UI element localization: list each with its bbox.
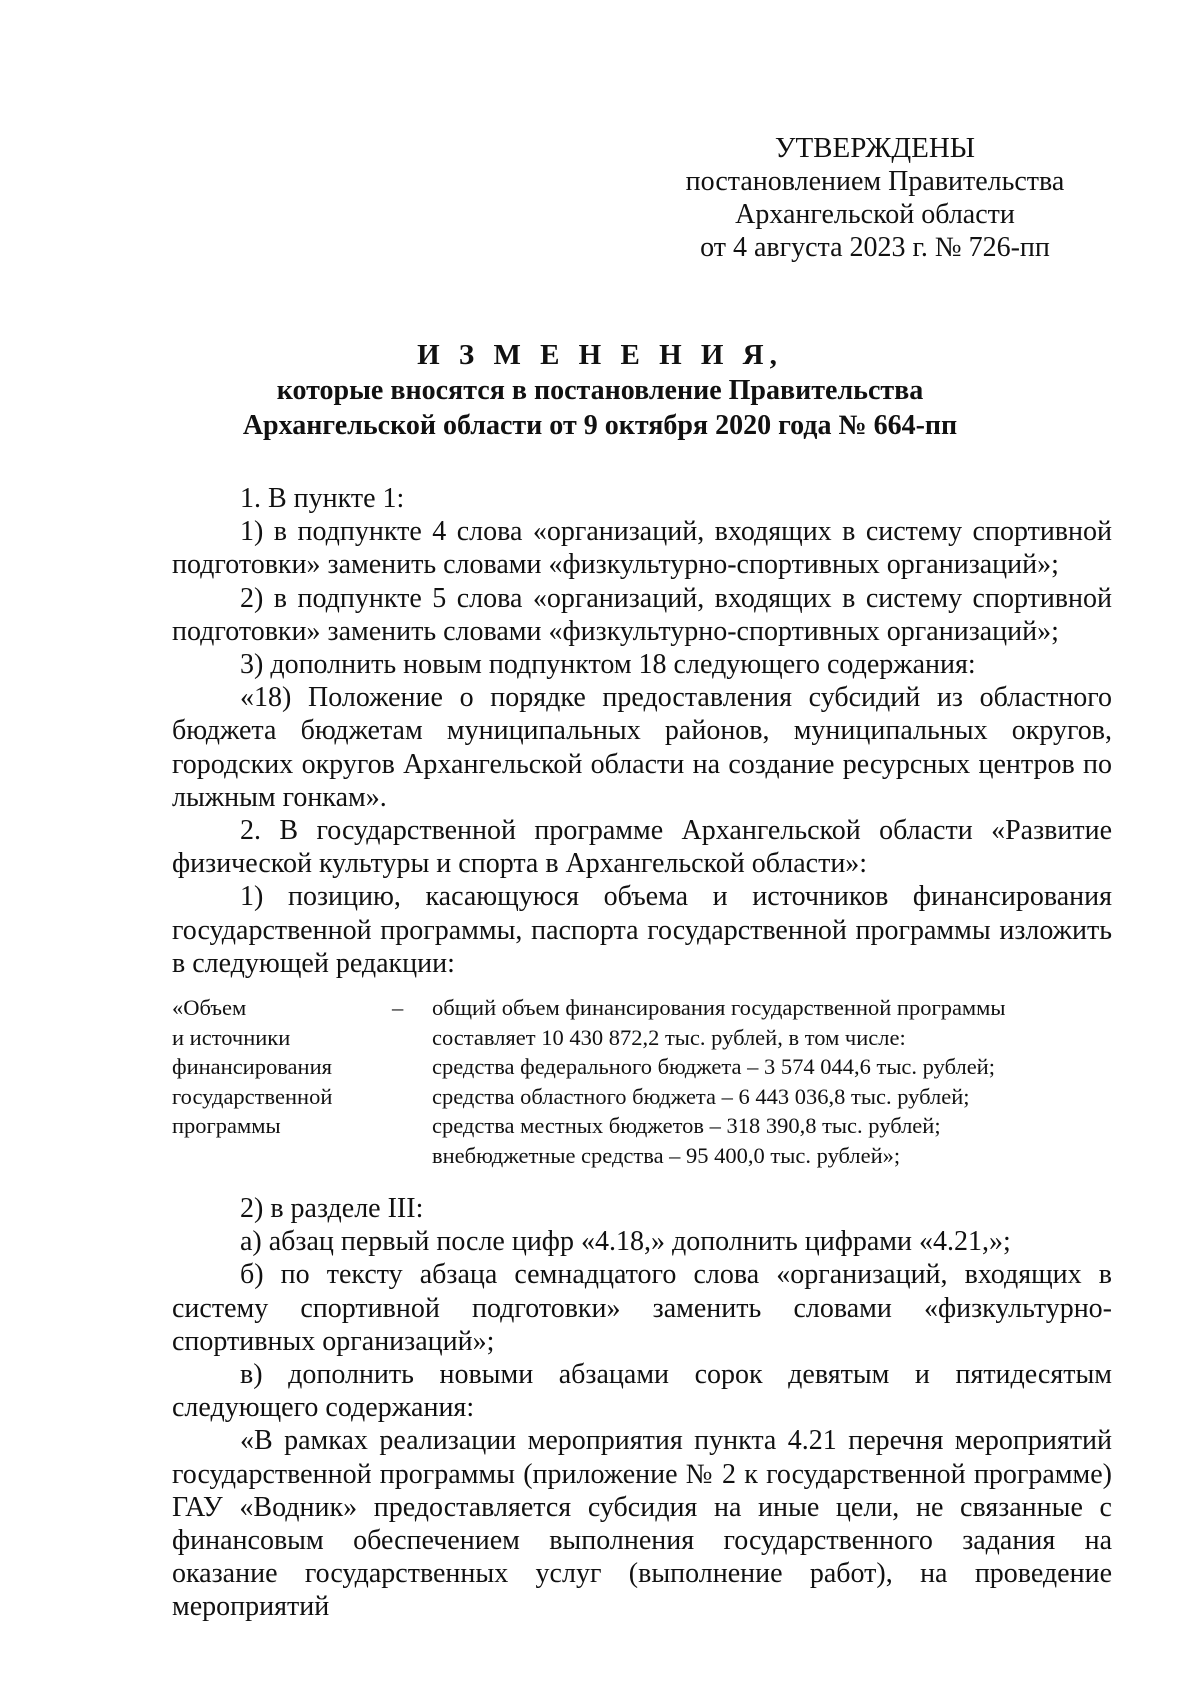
- financing-label-line: государственной: [172, 1083, 333, 1109]
- approval-line: постановлением Правительства: [685, 166, 1065, 197]
- document-body-continued: [172, 1192, 1112, 1624]
- financing-label-line: и источники: [172, 1024, 291, 1050]
- paragraph: 1) позицию, касающуюся объема и источников финансирования государственной программы, паспорта государственной программы изложить в следующей редакции:: [172, 881, 1112, 979]
- paragraph: 2. В государственной программе Архангельской области «Развитие физической культуры и спорта в Архангельской области»:: [172, 815, 1112, 880]
- financing-values: [432, 993, 1112, 1170]
- financing-label-line: финансирования: [172, 1054, 332, 1079]
- financing-value-line: средства местных бюджетов – 318 390,8 тыс. рублей;: [432, 1113, 941, 1138]
- document-body: [172, 482, 1112, 980]
- paragraph: 1. В пункте 1:: [240, 483, 405, 514]
- paragraph: «В рамках реализации мероприятия пункта 4.21 перечня мероприятий государственной программы (приложение № 2 к государственной программе) ГАУ «Водник» предоставляется субсидия на иные цели, не связанные с финансовым обеспечением выполнения государственного задания на оказание государственных услуг (выполнение работ), на проведение мероприятий: [172, 1425, 1112, 1623]
- financing-dash: –: [392, 995, 404, 1020]
- paragraph: 2) в разделе III:: [240, 1193, 424, 1224]
- financing-label-line: «Объем: [172, 995, 247, 1020]
- title-heading: И З М Е Н Е Н И Я,: [417, 339, 783, 371]
- paragraph: б) по тексту абзаца семнадцатого слова «организаций, входящих в систему спортивной подготовки» заменить словами «физкультурно-спортивных организаций»;: [172, 1259, 1112, 1357]
- paragraph: 1) в подпункте 4 слова «организаций, входящих в систему спортивной подготовки» заменить словами «физкультурно-спортивных организаций»;: [172, 516, 1112, 581]
- paragraph: 2) в подпункте 5 слова «организаций, входящих в систему спортивной подготовки» заменить словами «физкультурно-спортивных организаций»;: [172, 582, 1112, 647]
- paragraph: в) дополнить новыми абзацами сорок девятым и пятидесятым следующего содержания:: [172, 1359, 1112, 1424]
- approval-stamp: [670, 132, 1080, 264]
- financing-value-line: внебюджетные средства – 95 400,0 тыс. рублей»;: [432, 1142, 901, 1168]
- title-subline: Архангельской области от 9 октября 2020 года № 664-пп: [242, 410, 958, 441]
- financing-value-line: общий объем финансирования государственной программы: [432, 995, 1006, 1020]
- financing-label-line: программы: [172, 1113, 281, 1138]
- financing-label: [172, 993, 372, 1141]
- title-subline: которые вносятся в постановление Правительства: [276, 375, 924, 406]
- paragraph: «18) Положение о порядке предоставления субсидий из областного бюджета бюджетам муниципальных районов, муниципальных округов, городских округов Архангельской области на создание ресурсных центров по лыжным гонкам».: [172, 682, 1112, 813]
- financing-value-line: составляет 10 430 872,2 тыс. рублей, в том числе:: [432, 1024, 906, 1050]
- approval-date: от 4 августа 2023 г. № 726-пп: [700, 232, 1050, 263]
- financing-value-line: средства областного бюджета – 6 443 036,8 тыс. рублей;: [432, 1083, 970, 1109]
- approval-line: Архангельской области: [735, 199, 1015, 230]
- paragraph: 3) дополнить новым подпунктом 18 следующего содержания:: [240, 649, 976, 681]
- document-title: [170, 338, 1030, 443]
- financing-value-line: средства федерального бюджета – 3 574 044,6 тыс. рублей;: [432, 1054, 995, 1079]
- paragraph: а) абзац первый после цифр «4.18,» дополнить цифрами «4.21,»;: [240, 1226, 1011, 1258]
- approval-heading: УТВЕРЖДЕНЫ: [774, 132, 976, 164]
